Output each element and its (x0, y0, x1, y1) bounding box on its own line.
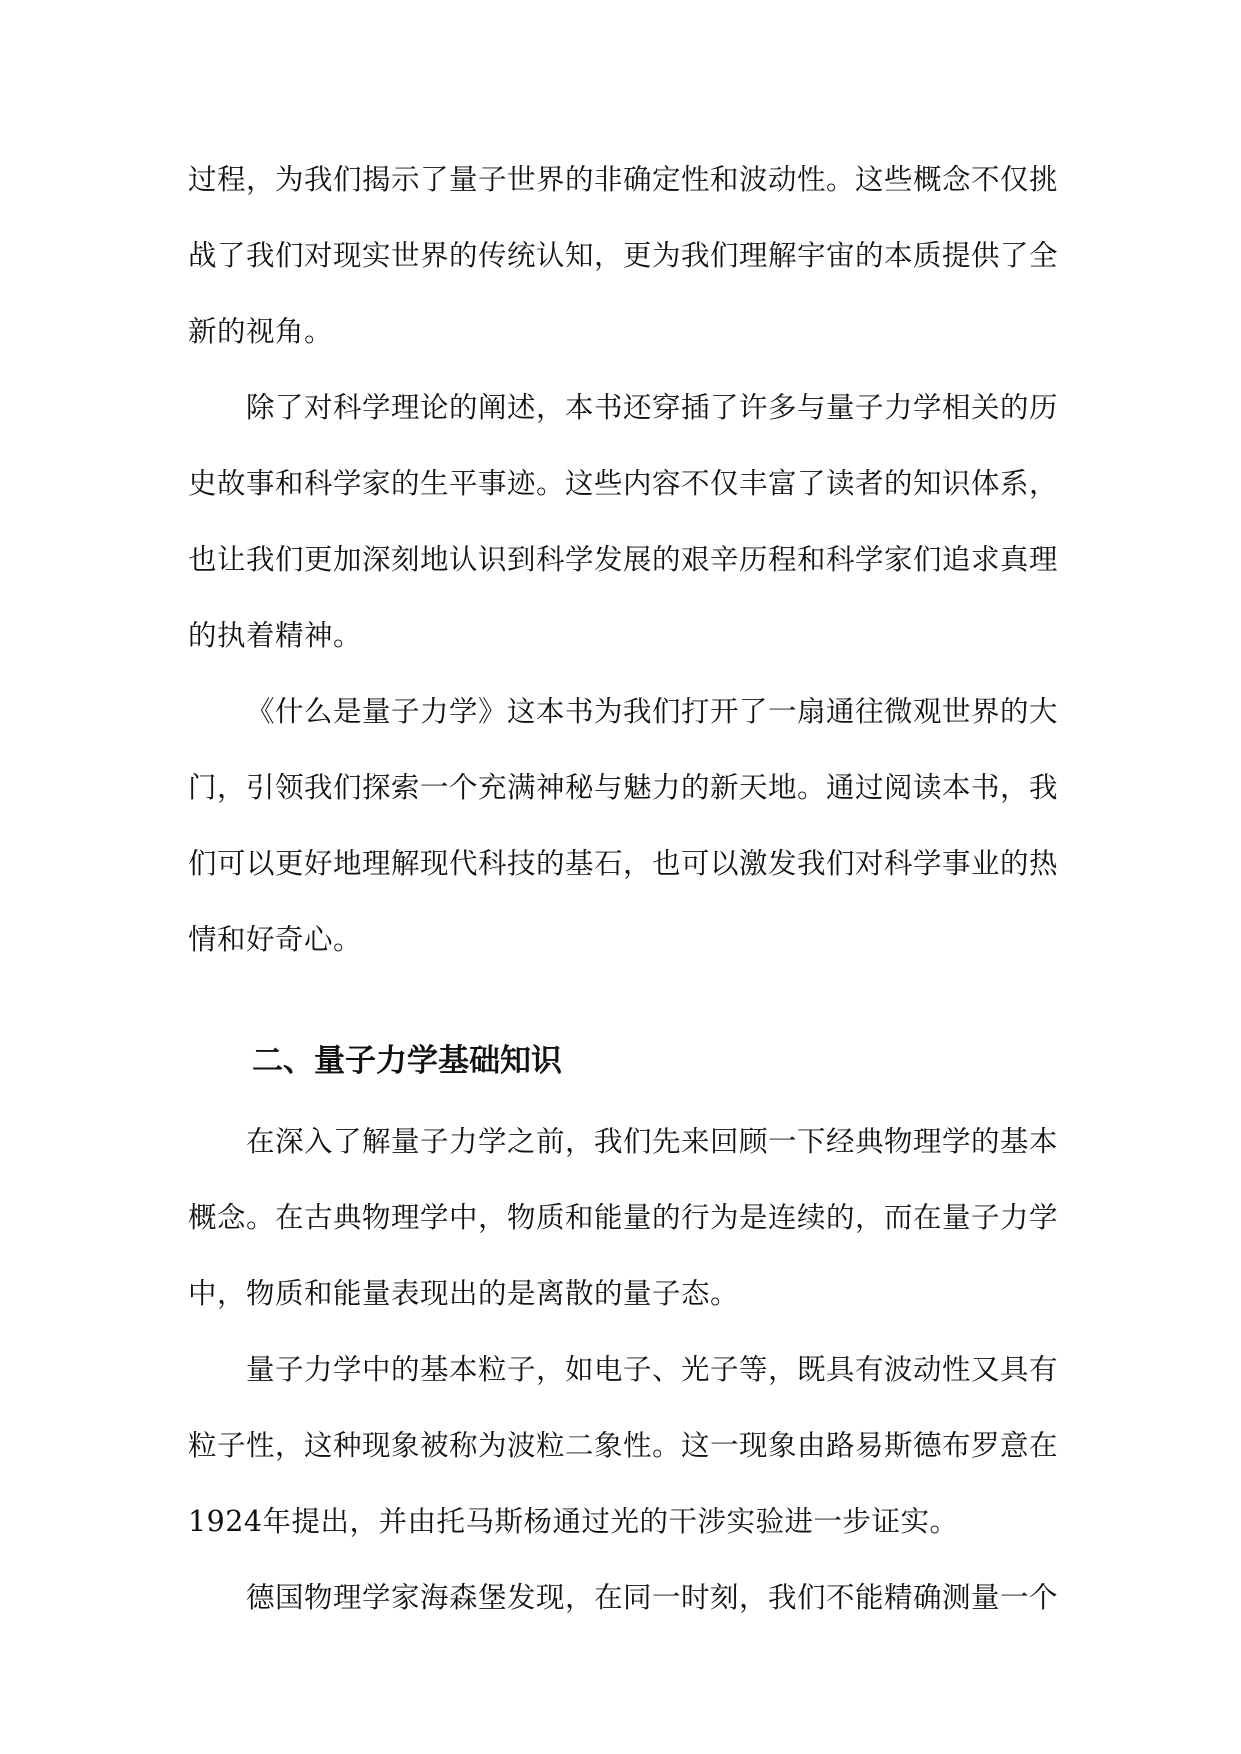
paragraph-5: 量子力学中的基本粒子，如电子、光子等，既具有波动性又具有粒子性，这种现象被称为波粒二象性。这一现象由路易斯德布罗意在1924年提出，并由托马斯杨通过光的干涉实验进一步证实。 (188, 1353, 1059, 1538)
paragraph-3: 《什么是量子力学》这本书为我们打开了一扇通往微观世界的大门，引领我们探索一个充满神秘与魅力的新天地。通过阅读本书，我们可以更好地理解现代科技的基石，也可以激发我们对科学事业的热情和好奇心。 (188, 695, 1059, 956)
paragraph-2: 除了对科学理论的阐述，本书还穿插了许多与量子力学相关的历史故事和科学家的生平事迹。这些内容不仅丰富了读者的知识体系，也让我们更加深刻地认识到科学发展的艰辛历程和科学家们追求真理的执着精神。 (188, 391, 1059, 652)
paragraph-4: 在深入了解量子力学之前，我们先来回顾一下经典物理学的基本概念。在古典物理学中，物质和能量的行为是连续的，而在量子力学中，物质和能量表现出的是离散的量子态。 (188, 1125, 1059, 1310)
paragraph-6: 德国物理学家海森堡发现，在同一时刻，我们不能精确测量一个 (246, 1581, 1059, 1614)
paragraph-1: 过程，为我们揭示了量子世界的非确定性和波动性。这些概念不仅挑战了我们对现实世界的传统认知，更为我们理解宇宙的本质提供了全新的视角。 (188, 163, 1059, 348)
section-heading: 二、量子力学基础知识 (252, 1043, 562, 1079)
page-content (188, 142, 1058, 1636)
